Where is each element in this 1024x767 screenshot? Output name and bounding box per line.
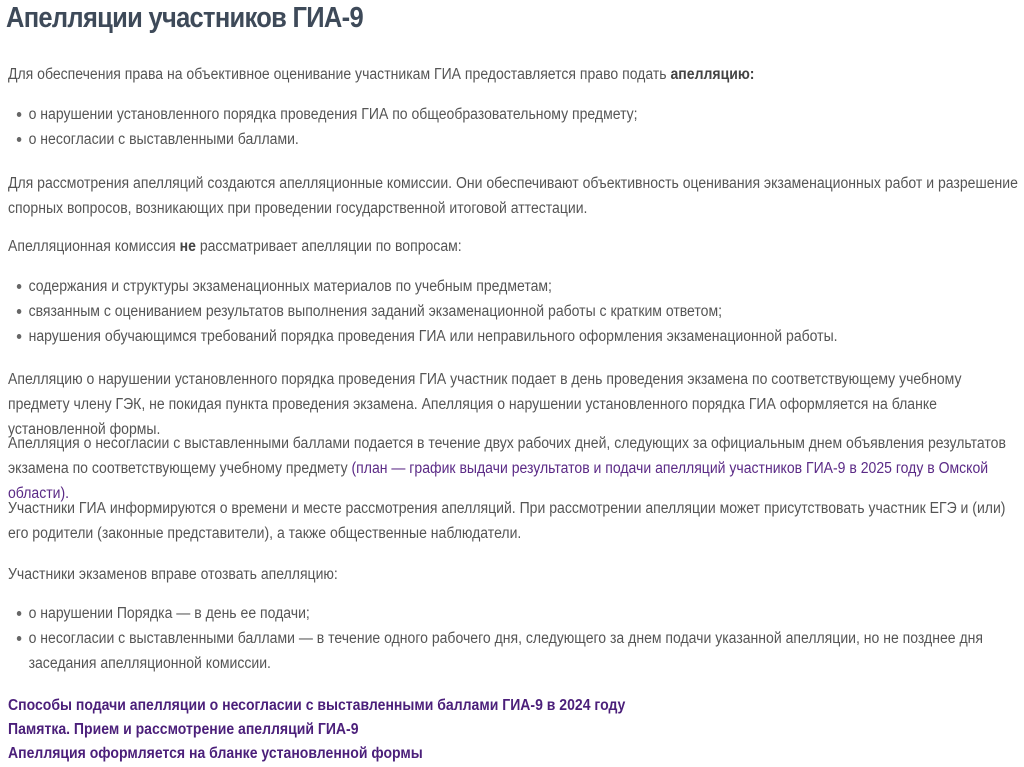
- form-link[interactable]: Апелляция оформляется на бланке установленной формы: [8, 745, 423, 762]
- not-reviewed-before: Апелляционная комиссия: [8, 238, 180, 255]
- intro-paragraph: [8, 62, 1022, 87]
- list-item-text: содержания и структуры экзаменационных материалов по учебным предметам;: [28, 278, 552, 295]
- bullet-icon: [17, 334, 22, 339]
- informed-paragraph: Участники ГИА информируются о времени и месте рассмотрения апелляций. При рассмотрении апелляции может присутствовать участник ЕГЭ и (или) его родители (законные представители), а также общественные наблюдатели.: [8, 500, 1006, 542]
- bullet-icon: [17, 611, 22, 616]
- withdraw-paragraph: Участники экзаменов вправе отозвать апелляцию:: [8, 566, 338, 583]
- document-links: [8, 694, 1022, 766]
- intro-text: Для обеспечения права на объективное оценивание участникам ГИА предоставляется право подать: [8, 66, 671, 83]
- bullet-icon: [17, 309, 22, 314]
- list-item: [15, 299, 1020, 324]
- appeal-types-list: [15, 102, 1020, 152]
- not-reviewed-bold: не: [179, 238, 196, 255]
- list-item-text: о нарушении Порядка — в день ее подачи;: [28, 605, 310, 622]
- list-item-text: о несогласии с выставленными баллами — в течение одного рабочего дня, следующего за днем подачи указанной апелляции, но не позднее дня заседания апелляционной комиссии.: [28, 630, 983, 672]
- list-item: [15, 274, 1020, 299]
- bullet-icon: [17, 112, 22, 117]
- list-item-text: связанным с оцениванием результатов выполнения заданий экзаменационной работы с кратким ответом;: [28, 303, 723, 320]
- list-item-text: о несогласии с выставленными баллами.: [28, 131, 299, 148]
- disagreement-text: Апелляция о несогласии с выставленными баллами подается в течение двух рабочих дней, следующих за официальным днем объявления результатов экзамена по соответствующему учебному предмету: [8, 435, 1006, 477]
- list-item: [15, 127, 1020, 152]
- list-item: [15, 102, 1020, 127]
- disagreement-paragraph: [8, 431, 1022, 506]
- violation-paragraph: Апелляцию о нарушении установленного порядка проведения ГИА участник подает в день проведения экзамена по соответствующему учебному предмету члену ГЭК, не покидая пункта проведения экзамена. Апелляция о нарушении установленного порядка ГИА оформляется на бланке установленной формы.: [8, 371, 962, 438]
- bullet-icon: [17, 636, 22, 641]
- list-item: [15, 626, 988, 676]
- memo-link[interactable]: Памятка. Прием и рассмотрение апелляций ГИА-9: [8, 721, 359, 738]
- list-item-text: нарушения обучающимся требований порядка проведения ГИА или неправильного оформления экзаменационной работы.: [28, 328, 838, 345]
- list-item-text: о нарушении установленного порядка проведения ГИА по общеобразовательному предмету;: [28, 106, 638, 123]
- not-reviewed-after: рассматривает апелляции по вопросам:: [195, 238, 462, 255]
- submission-methods-link[interactable]: Способы подачи апелляции о несогласии с выставленными баллами ГИА-9 в 2024 году: [8, 697, 626, 714]
- list-item: [15, 324, 1020, 349]
- bullet-icon: [17, 137, 22, 142]
- schedule-link[interactable]: (план — график выдачи результатов и подачи апелляций участников ГИА-9 в 2025 году в Омской области).: [8, 460, 989, 502]
- not-reviewed-list: [15, 274, 1020, 349]
- bullet-icon: [17, 284, 22, 289]
- withdraw-list: [15, 601, 1020, 676]
- commissions-paragraph: Для рассмотрения апелляций создаются апелляционные комиссии. Они обеспечивают объективность оценивания экзаменационных работ и разрешение спорных вопросов, возникающих при проведении государственной итоговой аттестации.: [8, 175, 1018, 217]
- not-reviewed-paragraph: [8, 234, 1022, 259]
- list-item: [15, 601, 1020, 626]
- intro-bold: апелляцию:: [670, 66, 755, 83]
- page-title: Апелляции участников ГИА-9: [6, 2, 363, 34]
